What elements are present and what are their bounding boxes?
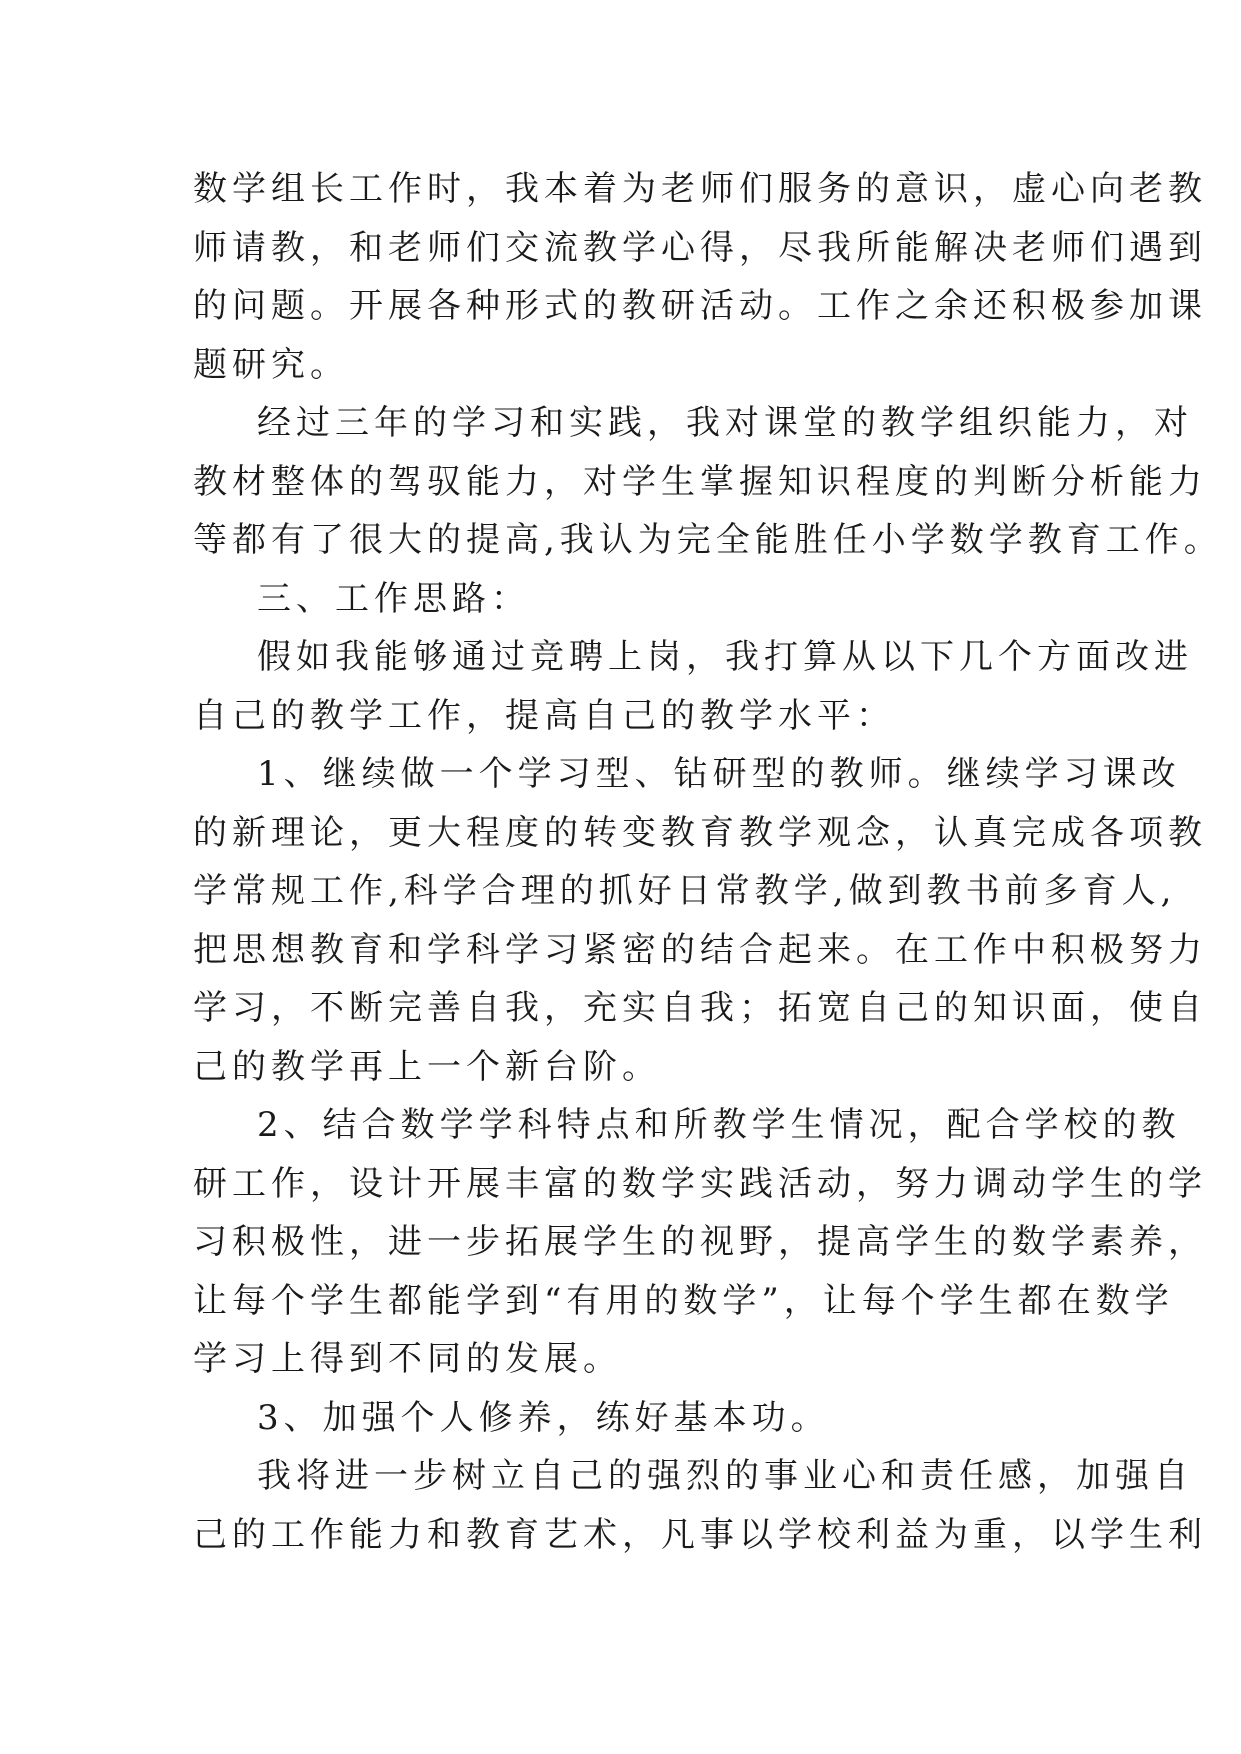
text-line: 学习上得到不同的发展。: [193, 1339, 622, 1379]
text-line: 数学组长工作时，我本着为老师们服务的意识，虚心向老教: [193, 169, 1207, 209]
text-line: 的新理论，更大程度的转变教育教学观念，认真完成各项教: [193, 812, 1207, 853]
text-line: 学常规工作,科学合理的抓好日常教学,做到教书前多育人,: [193, 871, 1177, 911]
document-body: [193, 160, 1223, 1564]
text-line: 1、继续做一个学习型、钻研型的教师。继续学习课改: [257, 754, 1181, 794]
text-line: 我将进一步树立自己的强烈的事业心和责任感，加强自: [257, 1456, 1193, 1496]
text-line: 的问题。开展各种形式的教研活动。工作之余还积极参加课: [193, 286, 1207, 326]
text-line: 让每个学生都能学到“有用的数学”，让每个学生都在数学: [193, 1280, 1174, 1321]
text-line: 己的工作能力和教育艺术，凡事以学校利益为重，以学生利: [193, 1514, 1207, 1555]
text-line: 2、结合数学学科特点和所教学生情况，配合学校的教: [257, 1105, 1181, 1145]
text-line: 习积极性，进一步拓展学生的视野，提高学生的数学素养，: [193, 1222, 1207, 1262]
text-line: 3、加强个人修养，练好基本功。: [257, 1397, 830, 1438]
text-line: 经过三年的学习和实践，我对课堂的教学组织能力，对: [257, 403, 1193, 443]
text-line: 题研究。: [193, 344, 349, 385]
text-line: 自己的教学工作，提高自己的教学水平：: [193, 695, 895, 736]
text-line: 三、工作思路：: [257, 578, 530, 619]
text-line: 把思想教育和学科学习紧密的结合起来。在工作中积极努力: [193, 929, 1207, 970]
text-line: 教材整体的驾驭能力，对学生掌握知识程度的判断分析能力: [193, 461, 1207, 502]
text-line: 研工作，设计开展丰富的数学实践活动，努力调动学生的学: [193, 1163, 1207, 1204]
text-line: 学习，不断完善自我，充实自我；拓宽自己的知识面，使自: [193, 988, 1207, 1028]
text-line: 己的教学再上一个新台阶。: [193, 1046, 661, 1087]
text-line: 假如我能够通过竞聘上岗，我打算从以下几个方面改进: [257, 637, 1193, 677]
text-line: 师请教，和老师们交流教学心得，尽我所能解决老师们遇到: [193, 227, 1207, 268]
text-line: 等都有了很大的提高,我认为完全能胜任小学数学教育工作。: [193, 520, 1223, 560]
